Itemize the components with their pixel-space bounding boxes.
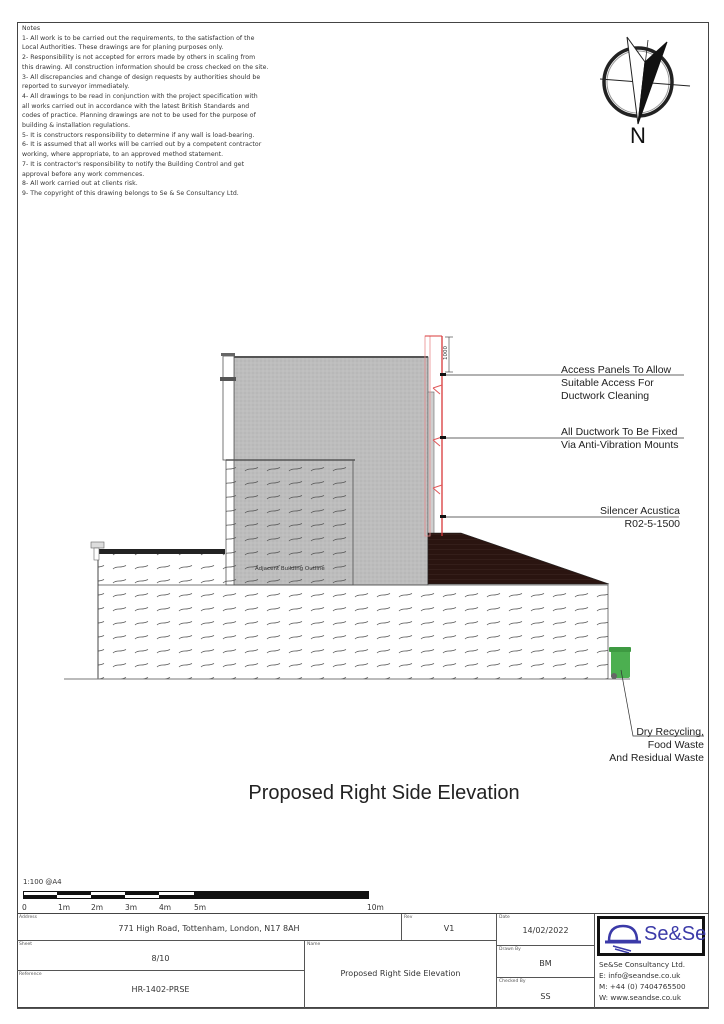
adjacent-building-label: Adjacent Building Outline	[255, 566, 325, 572]
date-value: 14/02/2022	[522, 926, 569, 935]
reference-label: Reference	[19, 972, 42, 977]
drawn-by-label: Drawn By	[499, 947, 521, 952]
reference-value: HR-1402-PRSE	[131, 985, 190, 994]
note-line: codes of practice. Planning drawings are not to be used for the purpose of	[22, 112, 256, 120]
callout-ductwork-mounts	[561, 426, 679, 452]
callout-access-panels	[561, 364, 671, 403]
rev-cell	[402, 914, 497, 941]
rev-value: V1	[443, 924, 455, 933]
callout-line: Silencer Acustica	[600, 505, 680, 517]
note-line: 4- All drawings to be read in conjunction with the project specification with	[22, 92, 258, 100]
rev-label: Rev	[404, 915, 413, 920]
scale-tick: 3m	[125, 903, 138, 912]
callout-line: All Ductwork To Be Fixed	[561, 426, 678, 438]
scale-tick: 10m	[367, 903, 384, 912]
hard-hat-icon	[603, 921, 643, 953]
north-label: N	[630, 123, 646, 148]
company-logo	[597, 916, 705, 956]
note-line: 6- It is assumed that all works will be carried out by a competent contractor	[22, 141, 262, 149]
checked-by-cell	[497, 978, 595, 1009]
address-cell	[17, 914, 402, 941]
scale-tick: 4m	[159, 903, 172, 912]
address-label: Address	[19, 915, 37, 920]
scale-ticks	[0, 903, 724, 913]
note-line: approval before any work commences.	[22, 170, 145, 178]
callout-silencer	[560, 505, 680, 531]
callout-line: And Residual Waste	[609, 752, 704, 764]
scale-tick: 0	[22, 903, 27, 912]
callout-line: Via Anti-Vibration Mounts	[561, 439, 679, 451]
dimension-label: 1000	[443, 346, 449, 360]
reference-cell	[17, 971, 305, 1009]
note-line: this drawing. All construction information should be cross checked on the site.	[22, 63, 269, 71]
company-web: W: www.seandse.co.uk	[599, 993, 682, 1002]
callout-line: Access Panels To Allow	[561, 364, 672, 376]
drawn-by-value: BM	[539, 959, 552, 968]
note-line: 1- All work is to be carried out the requirements, to the satisfaction of the	[22, 34, 255, 42]
scale-bar	[23, 891, 369, 899]
note-line: 2- Responsibility is not accepted for errors made by others in scaling from	[22, 54, 256, 62]
company-email: E: info@seandse.co.uk	[599, 971, 681, 980]
company-contact	[599, 959, 686, 1003]
callout-line: Food Waste	[647, 739, 704, 751]
checked-by-value: SS	[540, 992, 551, 1001]
sheet-value: 8/10	[151, 954, 170, 963]
name-value: Proposed Right Side Elevation	[340, 969, 461, 978]
scale-tick: 5m	[194, 903, 207, 912]
note-line: reported to surveyor immediately.	[22, 83, 130, 91]
note-line: Local Authorities. These drawings are for planing purposes only.	[22, 44, 224, 52]
date-cell	[497, 914, 595, 946]
address-value: 771 High Road, Tottenham, London, N17 8AH	[118, 924, 300, 933]
note-line: 3- All discrepancies and change of design requests by authorities should be	[22, 73, 261, 81]
wheelie-bin-icon	[609, 647, 631, 679]
scale-tick: 1m	[58, 903, 71, 912]
note-line: building & installation regulations.	[22, 122, 131, 130]
checked-by-label: Checked By	[499, 979, 526, 984]
callout-line: Dry Recycling,	[636, 726, 704, 738]
callout-line: Suitable Access For	[561, 377, 654, 389]
note-line: 7- It is contractor's responsibility to notify the Building Control and get	[22, 160, 245, 168]
date-label: Date	[499, 915, 510, 920]
note-line: 8- All work carried out at clients risk.	[22, 180, 138, 188]
callout-line: Ductwork Cleaning	[561, 390, 650, 402]
company-phone: M: +44 (0) 7404765500	[599, 982, 686, 991]
callout-line: R02-5-1500	[624, 518, 680, 530]
name-cell	[305, 941, 497, 1009]
notes-heading: Notes	[22, 25, 41, 32]
callout-waste-bins	[590, 726, 704, 765]
sheet-label: Sheet	[19, 942, 33, 947]
note-line: 9- The copyright of this drawing belongs to Se & Se Consultancy Ltd.	[22, 189, 239, 197]
sheet-cell	[17, 941, 305, 971]
note-line: working, where appropriate, to an approved method statement.	[22, 151, 224, 159]
note-line: 5- It is constructors responsibility to determine if any wall is load-bearing.	[22, 131, 255, 139]
title-block	[17, 913, 709, 1009]
logo-text: Se&Se	[644, 923, 707, 945]
name-label: Name	[307, 942, 321, 947]
scale-label: 1:100 @A4	[23, 878, 62, 886]
drawn-by-cell	[497, 946, 595, 978]
drawing-title: Proposed Right Side Elevation	[248, 782, 520, 804]
scale-tick: 2m	[91, 903, 104, 912]
note-line: all works carried out in accordance with the latest British Standards and	[22, 102, 250, 110]
company-name: Se&Se Consultancy Ltd.	[599, 960, 686, 969]
